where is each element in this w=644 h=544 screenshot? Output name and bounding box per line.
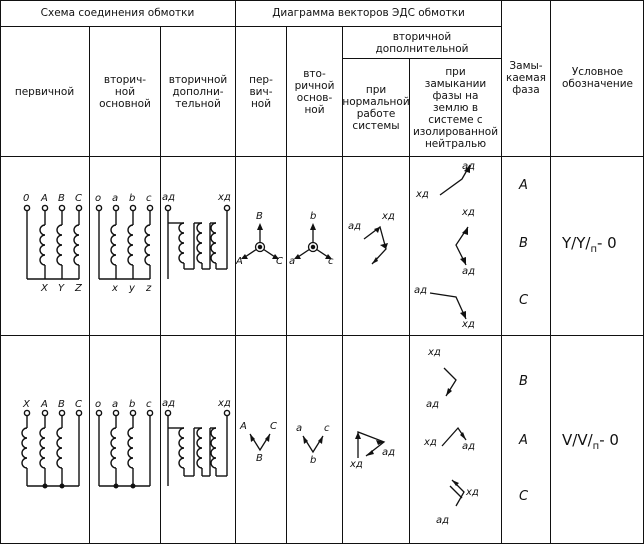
header-closed-phase: Замы- каемая фаза [506, 60, 546, 96]
row1-drawings [0, 157, 501, 335]
r1-diag-secondary-1: a [289, 256, 296, 267]
row2-diag-fault-vectors [442, 368, 466, 506]
r2-phase-0: B [519, 374, 528, 389]
r2-secondary-top-3: c [146, 399, 152, 410]
r1-primary-top-1: A [41, 193, 48, 204]
row1-diag-secondary-star [294, 223, 332, 259]
r1-fault-label-1: aд [462, 161, 476, 172]
header-fault: при замыкании фазы на землю в системе с изолированной нейтралью [412, 65, 499, 150]
header-diag-secondary: вто- ричной основ- ной [294, 67, 335, 116]
r1-diag-secondary-2: c [328, 256, 334, 267]
r1-secondary-bottom-1: y [129, 283, 135, 294]
r2-additional-left: aд [162, 398, 176, 409]
row1-diag-normal-delta [364, 227, 388, 264]
r1-additional-left: aд [162, 192, 176, 203]
r1-primary-top-3: C [75, 193, 82, 204]
r1-symbol [562, 234, 617, 255]
r2-phase-1: A [519, 433, 528, 448]
r2-diag-secondary-0: a [296, 423, 303, 434]
r2-primary-top-0: X [23, 399, 30, 410]
r2-fault-label-4: xд [466, 487, 479, 498]
header-secondary-additional-scheme: вторичной дополни- тельной [168, 73, 228, 110]
r1-diag-primary-1: A [236, 256, 243, 267]
row2-additional-windings [165, 410, 229, 486]
r1-phase-0: A [519, 178, 528, 193]
header-primary: первичной [14, 85, 75, 98]
r1-secondary-top-1: a [112, 193, 119, 204]
header-diagram: Диаграмма векторов ЭДС обмотки [272, 7, 465, 19]
r2-fault-label-2: xд [424, 437, 437, 448]
r1-additional-right: xд [218, 192, 231, 203]
r2-secondary-top-1: a [112, 399, 119, 410]
r2-fault-label-0: xд [428, 347, 441, 358]
r2-phase-2: C [519, 489, 529, 504]
row2-diag-secondary-v [303, 436, 323, 452]
header-normal: при нормальной работе системы [342, 83, 410, 132]
r2-fault-label-1: aд [426, 399, 440, 410]
r2-symbol [562, 431, 619, 452]
r1-diag-secondary-0: b [310, 211, 317, 222]
r2-diag-primary-2: B [256, 453, 263, 464]
r1-normal-x: xд [382, 211, 395, 222]
r2-symbol-sub: п [592, 441, 600, 452]
r2-secondary-top-2: b [129, 399, 136, 410]
r2-normal-a: aд [382, 447, 396, 458]
row2-secondary-windings [96, 410, 152, 487]
r1-phase-2: C [519, 293, 529, 308]
r1-secondary-bottom-0: x [112, 283, 118, 294]
r2-primary-top-3: C [75, 399, 82, 410]
r2-symbol-tail: - 0 [599, 431, 619, 449]
row1-diag-primary-star [241, 223, 279, 259]
r1-secondary-top-2: b [129, 193, 136, 204]
header-symbol: Условное обозначение [561, 66, 634, 90]
header-secondary-additional: вторичной дополнительной [375, 30, 469, 55]
r1-primary-bottom-1: Y [58, 283, 65, 294]
r1-primary-top-2: B [58, 193, 65, 204]
r1-diag-primary-0: B [256, 211, 263, 222]
row2-primary-windings [22, 410, 82, 487]
row2-diag-normal-delta [355, 432, 384, 458]
r2-diag-primary-1: C [270, 421, 277, 432]
row1-secondary-windings [96, 205, 152, 279]
r1-fault-label-2: xд [462, 207, 475, 218]
r1-fault-label-3: aд [462, 266, 476, 277]
r1-diag-primary-2: C [276, 256, 283, 267]
r2-primary-top-2: B [58, 399, 65, 410]
row1-diag-fault-vectors [430, 165, 470, 319]
r1-primary-bottom-2: Z [75, 283, 82, 294]
r1-fault-label-0: xд [416, 189, 429, 200]
r1-phase-1: B [519, 236, 528, 251]
r1-secondary-top-3: c [146, 193, 152, 204]
r2-fault-label-3: aд [462, 441, 476, 452]
r2-normal-x: xд [350, 459, 363, 470]
header-secondary-main: вторич- ной основной [99, 73, 151, 110]
r2-primary-top-1: A [41, 399, 48, 410]
r2-fault-label-5: aд [436, 515, 450, 526]
r1-symbol-sub: п [590, 244, 597, 255]
r2-symbol-main: V/V/ [562, 431, 593, 449]
header-scheme: Схема соединения обмотки [40, 7, 195, 19]
row1-primary-windings [24, 205, 81, 279]
r2-additional-right: xд [218, 398, 231, 409]
r2-diag-secondary-1: c [324, 423, 330, 434]
r1-secondary-bottom-2: z [146, 283, 152, 294]
r1-symbol-main: Y/Y/ [562, 234, 591, 252]
r2-secondary-top-0: o [95, 399, 102, 410]
r1-secondary-top-0: o [95, 193, 102, 204]
r1-fault-label-4: aд [414, 285, 428, 296]
row2-diag-primary-v [250, 434, 270, 450]
r1-fault-label-5: xд [462, 319, 475, 330]
r1-primary-bottom-0: X [41, 283, 48, 294]
r1-primary-top-0: 0 [23, 193, 30, 204]
header-diag-primary: пер- вич- ной [249, 73, 273, 110]
r2-diag-secondary-2: b [310, 455, 317, 466]
r1-normal-a: aд [348, 221, 362, 232]
r2-diag-primary-0: A [240, 421, 247, 432]
r1-symbol-tail: - 0 [596, 234, 617, 252]
row1-additional-windings [165, 205, 229, 279]
